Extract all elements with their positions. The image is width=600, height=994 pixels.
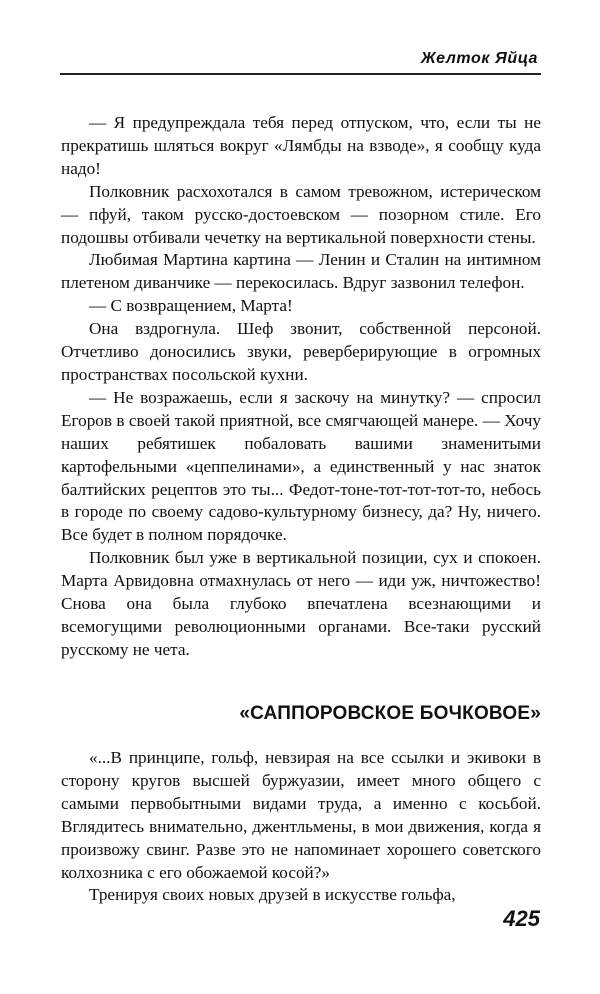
paragraph: Она вздрогнула. Шеф звонит, собственной персоной. Отчетливо доносились звуки, реверберирующие в огромных пространствах посольской кухни. [61, 319, 541, 384]
paragraph: Любимая Мартина картина — Ленин и Сталин на интимном плетеном диванчике — перекосилась. Вдруг зазвонил телефон. [61, 250, 541, 293]
main-text-block [61, 112, 541, 662]
paragraph: — С возвращением, Марта! [89, 296, 293, 316]
section-heading: «САППОРОВСКОЕ БОЧКОВОЕ» [239, 703, 541, 724]
paragraph: — Не возражаешь, если я заскочу на минутку? — спросил Егоров в своей такой приятной, все смягчающей манере. — Хочу наших ребятишек побаловать вашими знаменитыми картофельными «цеппелинами», а единственный у нас знаток балтийских рецептов это ты... Федот-тоне-тот-тот-тот-то, небось в городе по своему садово-культурному бизнесу, да? Ну, ничего. Все будет в полном порядочке. [61, 387, 541, 545]
header-rule [60, 73, 541, 75]
paragraph: — Я предупреждала тебя перед отпуском, что, если ты не прекратишь шляться вокруг «Лямбды на взводе», я сообщу куда надо! [61, 113, 541, 178]
paragraph: Полковник был уже в вертикальной позиции, сух и спокоен. Марта Арвидовна отмахнулась от него — иди уж, ничтожество! Снова она была глубоко впечатлена всезнающими и всемогущими революционными органами. Все-таки русский русскому не чета. [61, 548, 541, 659]
running-head-title: Желток Яйца [420, 50, 538, 67]
section-text-block [61, 747, 541, 907]
page-number: 425 [503, 906, 540, 931]
paragraph: Тренируя своих новых друзей в искусстве гольфа, [89, 885, 456, 905]
paragraph: «...В принципе, гольф, невзирая на все ссылки и экивоки в сторону кругов высшей буржуазии, имеет много общего с самыми первобытными видами труда, а именно с косьбой. Вглядитесь внимательно, джентльмены, в мои движения, когда я произвожу свинг. Разве это не напоминает хорошего советского колхозника с его обожаемой косой?» [61, 748, 541, 882]
paragraph: Полковник расхохотался в самом тревожном, истерическом — пфуй, таком русско-достоевском — позорном стиле. Его подошвы отбивали чечетку на вертикальной поверхности стены. [61, 181, 541, 247]
